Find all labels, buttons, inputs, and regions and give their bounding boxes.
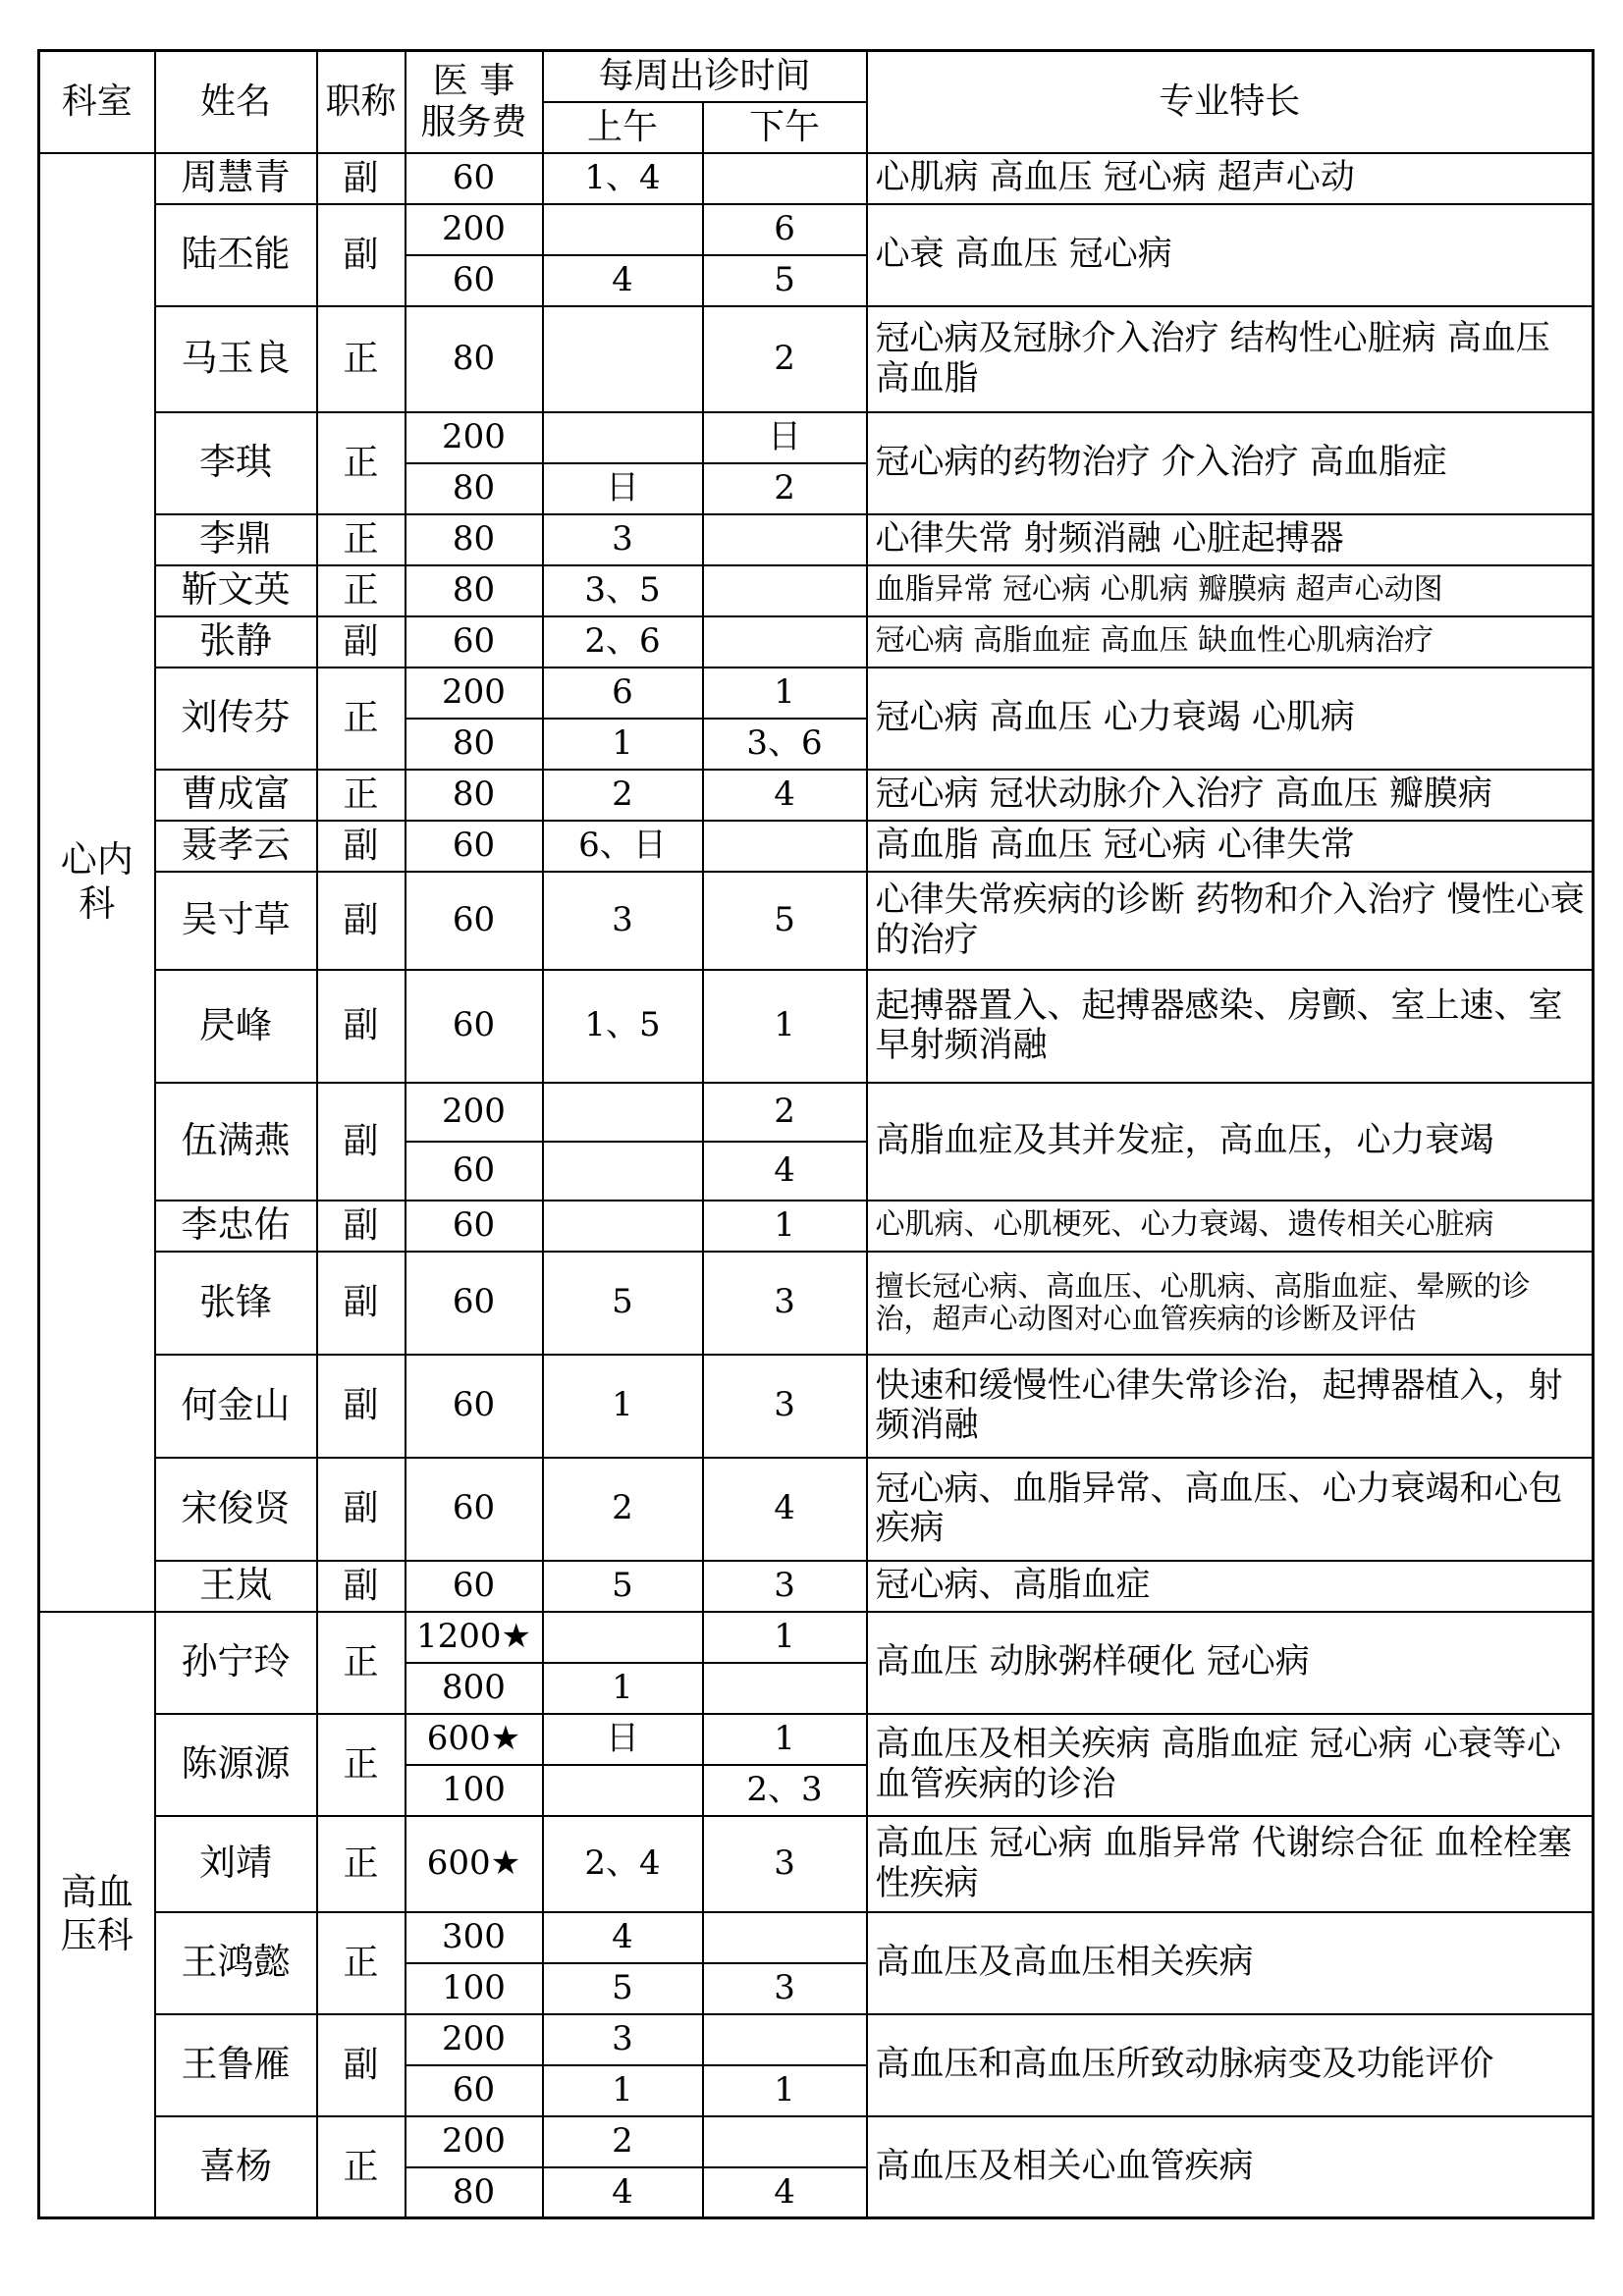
specialty: 冠心病及冠脉介入治疗 结构性心脏病 高血压 高血脂 bbox=[867, 306, 1594, 412]
table-row bbox=[39, 1561, 1594, 1612]
table-row bbox=[39, 2116, 1594, 2167]
am-days: 1 bbox=[543, 2065, 703, 2116]
header-dept: 科室 bbox=[39, 51, 155, 153]
specialty: 高血压及相关心血管疾病 bbox=[867, 2116, 1594, 2218]
pm-days bbox=[703, 616, 867, 667]
table-row bbox=[39, 204, 1594, 255]
pm-days: 4 bbox=[703, 1458, 867, 1561]
table-row bbox=[39, 616, 1594, 667]
service-fee: 60 bbox=[406, 970, 543, 1083]
doctor-name: 聂孝云 bbox=[155, 821, 317, 872]
header-title: 职称 bbox=[317, 51, 406, 153]
table-row bbox=[39, 514, 1594, 565]
pm-days: 1 bbox=[703, 667, 867, 719]
doctor-title: 正 bbox=[317, 565, 406, 616]
doctor-title: 副 bbox=[317, 204, 406, 306]
specialty: 心肌病 高血压 冠心病 超声心动 bbox=[867, 153, 1594, 204]
service-fee: 60 bbox=[406, 1458, 543, 1561]
doctor-title: 副 bbox=[317, 970, 406, 1083]
doctor-name: 张静 bbox=[155, 616, 317, 667]
header-specialty: 专业特长 bbox=[867, 51, 1594, 153]
am-days: 5 bbox=[543, 1963, 703, 2014]
pm-days: 5 bbox=[703, 872, 867, 970]
pm-days: 4 bbox=[703, 770, 867, 821]
doctor-name: 靳文英 bbox=[155, 565, 317, 616]
pm-days: 日 bbox=[703, 412, 867, 463]
service-fee: 60 bbox=[406, 153, 543, 204]
service-fee: 60 bbox=[406, 1355, 543, 1458]
am-days bbox=[543, 204, 703, 255]
specialty: 擅长冠心病、高血压、心肌病、高脂血症、晕厥的诊治，超声心动图对心血管疾病的诊断及评估 bbox=[867, 1252, 1594, 1355]
pm-days: 1 bbox=[703, 1612, 867, 1663]
am-days bbox=[543, 1083, 703, 1142]
table-row bbox=[39, 1201, 1594, 1252]
am-days: 1 bbox=[543, 1663, 703, 1714]
service-fee: 800 bbox=[406, 1663, 543, 1714]
service-fee: 80 bbox=[406, 306, 543, 412]
table-row bbox=[39, 2014, 1594, 2065]
specialty: 冠心病 高脂血症 高血压 缺血性心肌病治疗 bbox=[867, 616, 1594, 667]
service-fee: 200 bbox=[406, 204, 543, 255]
pm-days bbox=[703, 1912, 867, 1963]
service-fee: 60 bbox=[406, 616, 543, 667]
service-fee: 60 bbox=[406, 1201, 543, 1252]
specialty: 高血压 动脉粥样硬化 冠心病 bbox=[867, 1612, 1594, 1714]
doctor-name: 周慧青 bbox=[155, 153, 317, 204]
pm-days: 1 bbox=[703, 2065, 867, 2116]
am-days bbox=[543, 412, 703, 463]
doctor-title: 副 bbox=[317, 1561, 406, 1612]
pm-days bbox=[703, 514, 867, 565]
specialty: 心律失常疾病的诊断 药物和介入治疗 慢性心衰的治疗 bbox=[867, 872, 1594, 970]
service-fee: 80 bbox=[406, 514, 543, 565]
service-fee: 300 bbox=[406, 1912, 543, 1963]
pm-days bbox=[703, 1663, 867, 1714]
specialty: 冠心病、高脂血症 bbox=[867, 1561, 1594, 1612]
specialty: 心律失常 射频消融 心脏起搏器 bbox=[867, 514, 1594, 565]
header-name: 姓名 bbox=[155, 51, 317, 153]
am-days: 1 bbox=[543, 719, 703, 770]
header-am: 上午 bbox=[543, 102, 703, 153]
doctor-name: 王鲁雁 bbox=[155, 2014, 317, 2116]
am-days: 日 bbox=[543, 463, 703, 514]
service-fee: 200 bbox=[406, 412, 543, 463]
doctor-name: 陆丕能 bbox=[155, 204, 317, 306]
doctor-title: 正 bbox=[317, 2116, 406, 2218]
pm-days: 2、3 bbox=[703, 1765, 867, 1816]
clinic-schedule-table bbox=[37, 49, 1595, 2219]
service-fee: 200 bbox=[406, 667, 543, 719]
am-days: 3、5 bbox=[543, 565, 703, 616]
am-days bbox=[543, 1612, 703, 1663]
specialty: 快速和缓慢性心律失常诊治，起搏器植入，射频消融 bbox=[867, 1355, 1594, 1458]
doctor-title: 副 bbox=[317, 1252, 406, 1355]
service-fee: 60 bbox=[406, 255, 543, 306]
department-cell: 心内 科 bbox=[39, 153, 155, 1612]
table-row bbox=[39, 565, 1594, 616]
pm-days: 3 bbox=[703, 1561, 867, 1612]
service-fee: 200 bbox=[406, 2014, 543, 2065]
doctor-title: 正 bbox=[317, 667, 406, 770]
pm-days: 2 bbox=[703, 306, 867, 412]
specialty: 血脂异常 冠心病 心肌病 瓣膜病 超声心动图 bbox=[867, 565, 1594, 616]
am-days: 2 bbox=[543, 770, 703, 821]
doctor-name: 喜杨 bbox=[155, 2116, 317, 2218]
specialty: 冠心病 冠状动脉介入治疗 高血压 瓣膜病 bbox=[867, 770, 1594, 821]
doctor-name: 王岚 bbox=[155, 1561, 317, 1612]
specialty: 心肌病、心肌梗死、心力衰竭、遗传相关心脏病 bbox=[867, 1201, 1594, 1252]
am-days: 1 bbox=[543, 1355, 703, 1458]
department-cell: 高血 压科 bbox=[39, 1612, 155, 2218]
header-pm: 下午 bbox=[703, 102, 867, 153]
specialty: 起搏器置入、起搏器感染、房颤、室上速、室早射频消融 bbox=[867, 970, 1594, 1083]
doctor-title: 副 bbox=[317, 1355, 406, 1458]
doctor-name: 伍满燕 bbox=[155, 1083, 317, 1201]
am-days: 5 bbox=[543, 1252, 703, 1355]
pm-days: 5 bbox=[703, 255, 867, 306]
am-days bbox=[543, 1765, 703, 1816]
specialty: 高脂血症及其并发症，高血压，心力衰竭 bbox=[867, 1083, 1594, 1201]
header-fee: 医 事 服务费 bbox=[406, 51, 543, 153]
doctor-title: 副 bbox=[317, 2014, 406, 2116]
specialty: 心衰 高血压 冠心病 bbox=[867, 204, 1594, 306]
am-days: 1、5 bbox=[543, 970, 703, 1083]
doctor-name: 昃峰 bbox=[155, 970, 317, 1083]
service-fee: 60 bbox=[406, 1561, 543, 1612]
am-days: 日 bbox=[543, 1714, 703, 1765]
specialty: 高血压和高血压所致动脉病变及功能评价 bbox=[867, 2014, 1594, 2116]
am-days bbox=[543, 1142, 703, 1201]
service-fee: 1200★ bbox=[406, 1612, 543, 1663]
doctor-title: 副 bbox=[317, 1458, 406, 1561]
am-days: 3 bbox=[543, 514, 703, 565]
doctor-title: 副 bbox=[317, 821, 406, 872]
am-days bbox=[543, 1201, 703, 1252]
service-fee: 80 bbox=[406, 463, 543, 514]
service-fee: 80 bbox=[406, 719, 543, 770]
doctor-name: 李忠佑 bbox=[155, 1201, 317, 1252]
service-fee: 60 bbox=[406, 872, 543, 970]
am-days bbox=[543, 306, 703, 412]
service-fee: 600★ bbox=[406, 1714, 543, 1765]
table-row bbox=[39, 1458, 1594, 1561]
service-fee: 80 bbox=[406, 770, 543, 821]
header-weekly-time: 每周出诊时间 bbox=[543, 51, 867, 102]
service-fee: 60 bbox=[406, 2065, 543, 2116]
am-days: 2、6 bbox=[543, 616, 703, 667]
doctor-name: 马玉良 bbox=[155, 306, 317, 412]
doctor-title: 副 bbox=[317, 616, 406, 667]
pm-days bbox=[703, 153, 867, 204]
pm-days: 3 bbox=[703, 1252, 867, 1355]
am-days: 6、日 bbox=[543, 821, 703, 872]
specialty: 高血脂 高血压 冠心病 心律失常 bbox=[867, 821, 1594, 872]
pm-days: 3、6 bbox=[703, 719, 867, 770]
service-fee: 60 bbox=[406, 821, 543, 872]
table-row bbox=[39, 872, 1594, 970]
service-fee: 80 bbox=[406, 565, 543, 616]
service-fee: 200 bbox=[406, 2116, 543, 2167]
specialty: 高血压及相关疾病 高脂血症 冠心病 心衰等心血管疾病的诊治 bbox=[867, 1714, 1594, 1816]
pm-days: 3 bbox=[703, 1963, 867, 2014]
pm-days: 3 bbox=[703, 1355, 867, 1458]
doctor-title: 正 bbox=[317, 770, 406, 821]
table-row bbox=[39, 306, 1594, 412]
am-days: 2、4 bbox=[543, 1816, 703, 1912]
pm-days: 4 bbox=[703, 2167, 867, 2218]
service-fee: 60 bbox=[406, 1142, 543, 1201]
doctor-name: 孙宁玲 bbox=[155, 1612, 317, 1714]
pm-days: 4 bbox=[703, 1142, 867, 1201]
doctor-name: 刘靖 bbox=[155, 1816, 317, 1912]
am-days: 3 bbox=[543, 872, 703, 970]
pm-days: 1 bbox=[703, 1201, 867, 1252]
doctor-name: 张锋 bbox=[155, 1252, 317, 1355]
doctor-name: 宋俊贤 bbox=[155, 1458, 317, 1561]
pm-days: 2 bbox=[703, 463, 867, 514]
pm-days: 6 bbox=[703, 204, 867, 255]
pm-days bbox=[703, 2014, 867, 2065]
am-days: 2 bbox=[543, 2116, 703, 2167]
doctor-title: 副 bbox=[317, 1083, 406, 1201]
table-row bbox=[39, 970, 1594, 1083]
doctor-title: 正 bbox=[317, 1816, 406, 1912]
am-days: 4 bbox=[543, 1912, 703, 1963]
am-days: 1、4 bbox=[543, 153, 703, 204]
doctor-title: 正 bbox=[317, 514, 406, 565]
am-days: 3 bbox=[543, 2014, 703, 2065]
service-fee: 80 bbox=[406, 2167, 543, 2218]
doctor-name: 李鼎 bbox=[155, 514, 317, 565]
doctor-title: 副 bbox=[317, 1201, 406, 1252]
doctor-title: 副 bbox=[317, 153, 406, 204]
table-row bbox=[39, 412, 1594, 463]
pm-days bbox=[703, 821, 867, 872]
pm-days: 3 bbox=[703, 1816, 867, 1912]
service-fee: 100 bbox=[406, 1963, 543, 2014]
pm-days bbox=[703, 2116, 867, 2167]
am-days: 5 bbox=[543, 1561, 703, 1612]
table-row bbox=[39, 821, 1594, 872]
am-days: 4 bbox=[543, 2167, 703, 2218]
doctor-title: 正 bbox=[317, 1714, 406, 1816]
doctor-title: 正 bbox=[317, 1912, 406, 2014]
specialty: 冠心病 高血压 心力衰竭 心肌病 bbox=[867, 667, 1594, 770]
table-row bbox=[39, 1816, 1594, 1912]
specialty: 高血压及高血压相关疾病 bbox=[867, 1912, 1594, 2014]
specialty: 冠心病的药物治疗 介入治疗 高血脂症 bbox=[867, 412, 1594, 514]
doctor-title: 正 bbox=[317, 412, 406, 514]
table-row bbox=[39, 1912, 1594, 1963]
doctor-name: 王鸿懿 bbox=[155, 1912, 317, 2014]
doctor-name: 吴寸草 bbox=[155, 872, 317, 970]
pm-days: 1 bbox=[703, 970, 867, 1083]
doctor-title: 正 bbox=[317, 1612, 406, 1714]
table-row bbox=[39, 153, 1594, 204]
am-days: 4 bbox=[543, 255, 703, 306]
service-fee: 200 bbox=[406, 1083, 543, 1142]
table-row bbox=[39, 1252, 1594, 1355]
doctor-name: 李琪 bbox=[155, 412, 317, 514]
pm-days: 1 bbox=[703, 1714, 867, 1765]
doctor-name: 曹成富 bbox=[155, 770, 317, 821]
service-fee: 100 bbox=[406, 1765, 543, 1816]
doctor-name: 何金山 bbox=[155, 1355, 317, 1458]
specialty: 冠心病、血脂异常、高血压、心力衰竭和心包疾病 bbox=[867, 1458, 1594, 1561]
service-fee: 600★ bbox=[406, 1816, 543, 1912]
table-row bbox=[39, 1612, 1594, 1663]
doctor-title: 正 bbox=[317, 306, 406, 412]
table-row bbox=[39, 770, 1594, 821]
doctor-name: 陈源源 bbox=[155, 1714, 317, 1816]
pm-days bbox=[703, 565, 867, 616]
table-row bbox=[39, 1355, 1594, 1458]
am-days: 6 bbox=[543, 667, 703, 719]
am-days: 2 bbox=[543, 1458, 703, 1561]
service-fee: 60 bbox=[406, 1252, 543, 1355]
specialty: 高血压 冠心病 血脂异常 代谢综合征 血栓栓塞性疾病 bbox=[867, 1816, 1594, 1912]
table-row bbox=[39, 667, 1594, 719]
pm-days: 2 bbox=[703, 1083, 867, 1142]
doctor-name: 刘传芬 bbox=[155, 667, 317, 770]
doctor-title: 副 bbox=[317, 872, 406, 970]
table-row bbox=[39, 1083, 1594, 1142]
table-row bbox=[39, 1714, 1594, 1765]
